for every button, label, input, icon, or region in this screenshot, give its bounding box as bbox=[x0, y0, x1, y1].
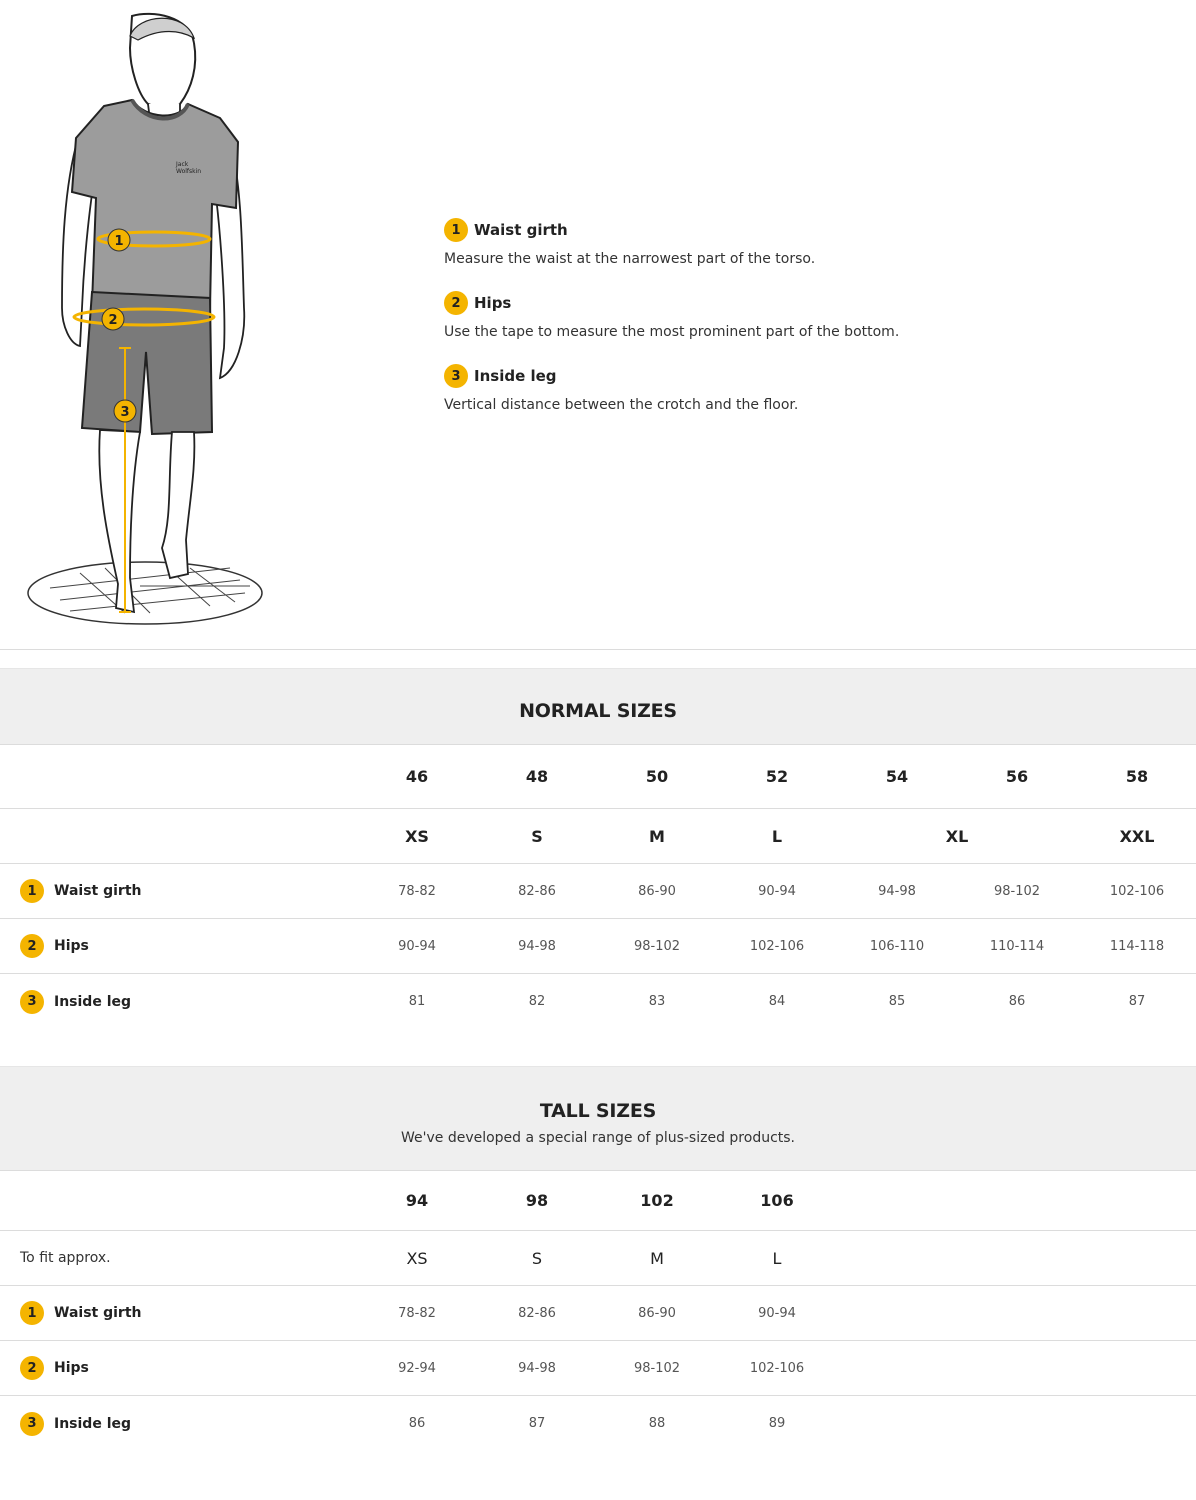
row-label: Hips bbox=[54, 938, 89, 954]
legend-description: Use the tape to measure the most prominent part of the bottom. bbox=[444, 324, 900, 340]
letter-size-cell: XL bbox=[945, 826, 969, 846]
number-badge: 1 bbox=[20, 1301, 44, 1325]
logo-line2: Wolfskin bbox=[176, 168, 202, 175]
size-cell: 106 bbox=[760, 1191, 794, 1210]
size-cell: 48 bbox=[525, 767, 549, 786]
fit-approx-label: To fit approx. bbox=[20, 1250, 111, 1266]
table-row-waist bbox=[0, 864, 1196, 919]
svg-text:1: 1 bbox=[114, 234, 124, 249]
row-label: Inside leg bbox=[54, 1415, 132, 1432]
legend-title: Hips bbox=[474, 294, 512, 312]
tall-sizes-table bbox=[0, 1171, 1196, 1451]
row-label: Waist girth bbox=[54, 883, 142, 899]
row-label: Hips bbox=[54, 1360, 89, 1376]
man-illustration bbox=[20, 8, 270, 630]
letter-size-cell: XS bbox=[405, 826, 429, 846]
table-row-hips bbox=[0, 1341, 1196, 1396]
figure-marker-1 bbox=[108, 229, 130, 251]
table-cell: 78-82 bbox=[398, 883, 436, 899]
size-cell: 54 bbox=[885, 767, 909, 786]
letter-size-cell: L bbox=[772, 1248, 782, 1268]
legend-item-inside-leg bbox=[444, 364, 1084, 413]
table-row-letters bbox=[0, 809, 1196, 864]
table-cell: 82-86 bbox=[518, 1305, 556, 1321]
number-badge: 2 bbox=[20, 1356, 44, 1380]
table-cell: 102-106 bbox=[749, 938, 805, 954]
svg-text:2: 2 bbox=[108, 313, 118, 328]
table-cell: 102-106 bbox=[749, 1360, 805, 1376]
table-cell: 87 bbox=[528, 1416, 546, 1431]
row-label: Inside leg bbox=[54, 993, 132, 1010]
tall-sizes-header bbox=[0, 1066, 1196, 1171]
measurement-guide bbox=[0, 0, 1196, 650]
table-row-waist bbox=[0, 1286, 1196, 1341]
size-cell: 102 bbox=[640, 1191, 674, 1210]
table-row-hips bbox=[0, 919, 1196, 974]
table-cell: 82 bbox=[528, 994, 546, 1009]
letter-size-cell: L bbox=[771, 826, 783, 846]
table-cell: 84 bbox=[768, 994, 786, 1009]
letter-size-cell: S bbox=[531, 826, 543, 846]
legend-item-waist bbox=[444, 218, 1084, 267]
size-cell: 94 bbox=[405, 1191, 429, 1210]
table-cell: 85 bbox=[888, 994, 906, 1009]
letter-size-cell: XS bbox=[406, 1248, 428, 1268]
legend-description: Vertical distance between the crotch and the floor. bbox=[444, 397, 799, 413]
table-cell: 87 bbox=[1128, 994, 1146, 1009]
table-cell: 90-94 bbox=[758, 883, 796, 899]
table-cell: 86 bbox=[1008, 994, 1026, 1009]
table-cell: 89 bbox=[768, 1416, 786, 1431]
legend-title: Waist girth bbox=[474, 221, 568, 239]
figure-marker-3 bbox=[114, 400, 136, 422]
number-badge: 1 bbox=[20, 879, 44, 903]
table-row-sizes bbox=[0, 1171, 1196, 1231]
table-cell: 94-98 bbox=[518, 1360, 556, 1376]
table-cell: 81 bbox=[408, 994, 426, 1009]
table-cell: 88 bbox=[648, 1416, 666, 1431]
table-cell: 102-106 bbox=[1109, 883, 1165, 899]
size-cell: 56 bbox=[1005, 767, 1029, 786]
table-row-letters bbox=[0, 1231, 1196, 1286]
table-cell: 98-102 bbox=[633, 938, 681, 954]
measurement-legend bbox=[444, 218, 1084, 437]
size-cell: 46 bbox=[405, 767, 429, 786]
measurement-figure bbox=[20, 8, 270, 630]
table-cell: 83 bbox=[648, 994, 666, 1009]
table-cell: 114-118 bbox=[1109, 938, 1165, 954]
letter-size-cell: M bbox=[650, 1248, 664, 1268]
table-cell: 106-110 bbox=[869, 938, 925, 954]
table-cell: 86-90 bbox=[638, 1305, 676, 1321]
legend-description: Measure the waist at the narrowest part of the torso. bbox=[444, 251, 816, 267]
number-badge: 3 bbox=[20, 1412, 44, 1436]
table-cell: 82-86 bbox=[518, 883, 556, 899]
svg-text:3: 3 bbox=[120, 405, 130, 420]
table-cell: 98-102 bbox=[633, 1360, 681, 1376]
section-subtitle: We've developed a special range of plus-sized products. bbox=[400, 1130, 796, 1146]
section-title: NORMAL SIZES bbox=[519, 700, 677, 722]
letter-size-cell: M bbox=[649, 826, 665, 846]
table-row-sizes bbox=[0, 745, 1196, 809]
logo-line1: Jack bbox=[176, 161, 189, 168]
size-cell: 50 bbox=[645, 767, 669, 786]
table-cell: 94-98 bbox=[518, 938, 556, 954]
legend-title: Inside leg bbox=[474, 367, 557, 385]
row-label: Waist girth bbox=[54, 1305, 142, 1321]
table-cell: 86 bbox=[408, 1416, 426, 1431]
letter-size-cell: XXL bbox=[1119, 826, 1155, 846]
number-badge: 2 bbox=[444, 291, 468, 315]
table-cell: 86-90 bbox=[638, 883, 676, 899]
number-badge: 3 bbox=[444, 364, 468, 388]
normal-sizes-table bbox=[0, 745, 1196, 1029]
table-cell: 94-98 bbox=[878, 883, 916, 899]
number-badge: 1 bbox=[444, 218, 468, 242]
normal-sizes-header bbox=[0, 668, 1196, 745]
table-cell: 78-82 bbox=[398, 1305, 436, 1321]
letter-size-cell: S bbox=[531, 1248, 543, 1268]
size-cell: 52 bbox=[765, 767, 789, 786]
table-cell: 92-94 bbox=[398, 1360, 436, 1376]
table-cell: 98-102 bbox=[993, 883, 1041, 899]
legend-item-hips bbox=[444, 291, 1084, 340]
size-cell: 58 bbox=[1125, 767, 1149, 786]
table-cell: 90-94 bbox=[398, 938, 436, 954]
table-row-inside-leg bbox=[0, 974, 1196, 1029]
number-badge: 2 bbox=[20, 934, 44, 958]
table-cell: 90-94 bbox=[758, 1305, 796, 1321]
figure-marker-2 bbox=[102, 308, 124, 330]
section-title: TALL SIZES bbox=[539, 1100, 657, 1122]
table-cell: 110-114 bbox=[989, 938, 1045, 954]
size-cell: 98 bbox=[525, 1191, 549, 1210]
table-row-inside-leg bbox=[0, 1396, 1196, 1451]
number-badge: 3 bbox=[20, 990, 44, 1014]
